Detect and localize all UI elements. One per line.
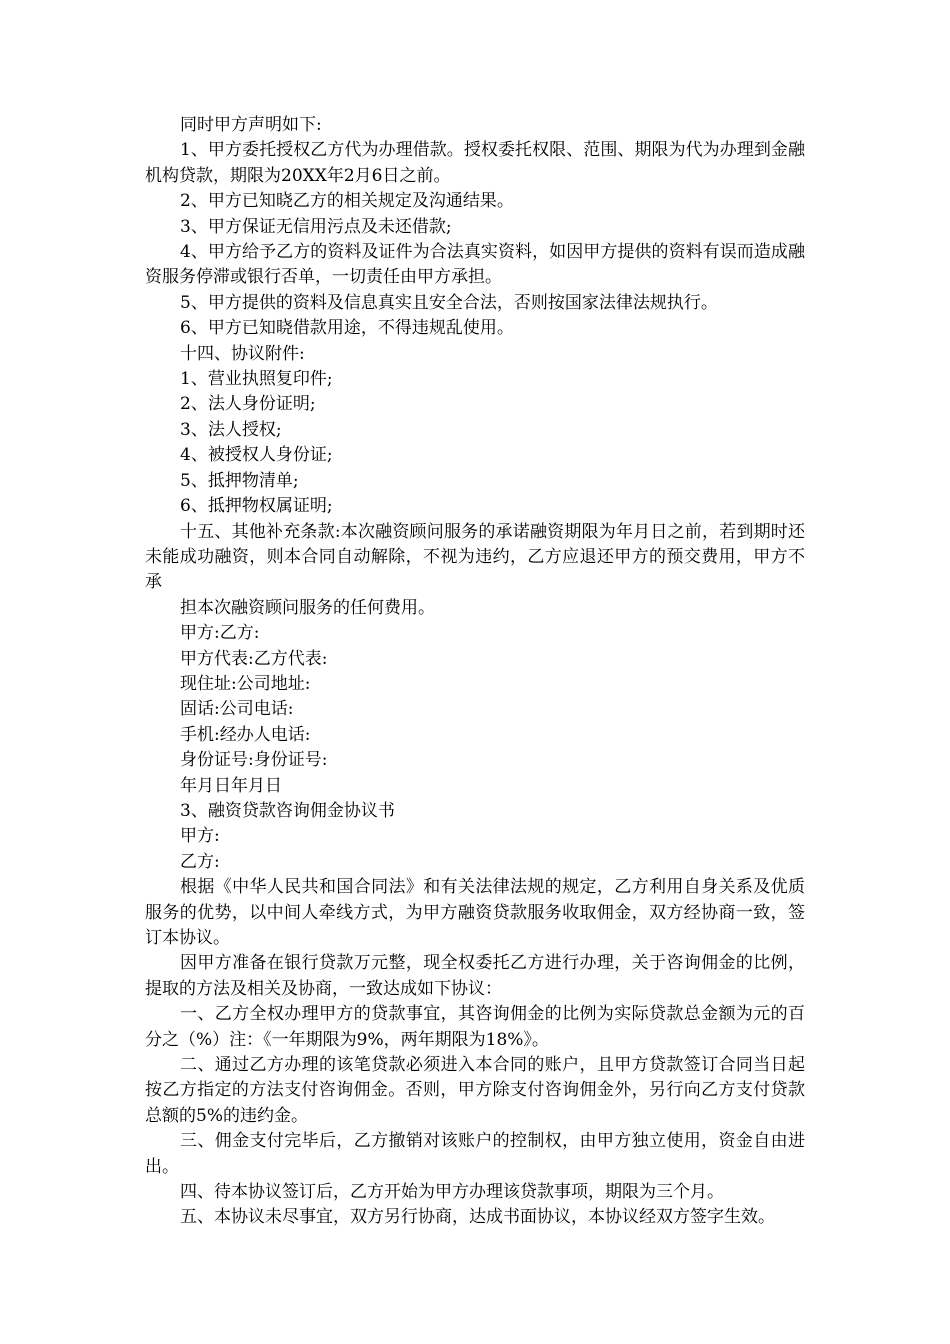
clause: 五、本协议未尽事宜，双方另行协商，达成书面协议，本协议经双方签字生效。 (180, 1207, 775, 1228)
signature-line: 现住址:公司地址: (180, 673, 311, 694)
list-item: 4、被授权人身份证; (180, 445, 333, 466)
date-line: 年月日年月日 (180, 775, 282, 796)
document-body (145, 113, 805, 1231)
paragraph: 1、甲方委托授权乙方代为办理借款。授权委托权限、范围、期限为代为办理到金融机构贷款，期限为20XX年2月6日之前。 (145, 140, 805, 186)
party-line: 乙方: (180, 851, 220, 872)
section-title: 3、融资贷款咨询佣金协议书 (180, 800, 395, 821)
clause: 一、乙方全权办理甲方的贷款事宜，其咨询佣金的比例为实际贷款总金额为元的百分之（%）注：《一年期限为9%，两年期限为18%》。 (145, 1004, 805, 1050)
signature-line: 固话:公司电话: (180, 699, 294, 720)
paragraph: 因甲方准备在银行贷款万元整，现全权委托乙方进行办理，关于咨询佣金的比例，提取的方法及相关及协商，一致达成如下协议： (145, 953, 805, 999)
paragraph: 2、甲方已知晓乙方的相关规定及沟通结果。 (180, 191, 514, 212)
paragraph: 同时甲方声明如下: (180, 115, 322, 135)
signature-line: 手机:经办人电话: (180, 724, 311, 745)
paragraph: 3、甲方保证无信用污点及未还借款; (180, 216, 452, 237)
section-heading: 十四、协议附件: (180, 343, 305, 364)
signature-line: 甲方:乙方: (180, 623, 260, 644)
list-item: 1、营业执照复印件; (180, 369, 333, 390)
list-item: 3、法人授权; (180, 419, 282, 440)
signature-line: 身份证号:身份证号: (180, 750, 328, 771)
signature-line: 甲方代表:乙方代表: (180, 648, 328, 669)
paragraph: 十五、其他补充条款:本次融资顾问服务的承诺融资期限为年月日之前，若到期时还未能成功融资，则本合同自动解除，不视为违约，乙方应退还甲方的预交费用，甲方不承 (145, 521, 805, 593)
list-item: 5、抵押物清单; (180, 470, 299, 491)
clause: 三、佣金支付完毕后，乙方撤销对该账户的控制权，由甲方独立使用，资金自由进出。 (145, 1131, 805, 1177)
paragraph: 担本次融资顾问服务的任何费用。 (180, 597, 435, 618)
clause: 四、待本协议签订后，乙方开始为甲方办理该贷款事项，期限为三个月。 (180, 1182, 724, 1203)
paragraph: 5、甲方提供的资料及信息真实且安全合法，否则按国家法律法规执行。 (180, 292, 718, 313)
list-item: 2、法人身份证明; (180, 394, 316, 415)
paragraph: 6、甲方已知晓借款用途，不得违规乱使用。 (180, 318, 514, 339)
party-line: 甲方: (180, 826, 220, 847)
list-item: 6、抵押物权属证明; (180, 496, 333, 517)
paragraph: 根据《中华人民共和国合同法》和有关法律法规的规定，乙方利用自身关系及优质服务的优势，以中间人牵线方式，为甲方融资贷款服务收取佣金，双方经协商一致，签订本协议。 (145, 877, 805, 948)
paragraph: 4、甲方给予乙方的资料及证件为合法真实资料，如因甲方提供的资料有误而造成融资服务停滞或银行否单，一切责任由甲方承担。 (145, 242, 805, 288)
clause: 二、通过乙方办理的该笔贷款必须进入本合同的账户，且甲方贷款签订合同当日起按乙方指定的方法支付咨询佣金。否则，甲方除支付咨询佣金外，另行向乙方支付贷款总额的5%的违约金。 (145, 1055, 805, 1126)
